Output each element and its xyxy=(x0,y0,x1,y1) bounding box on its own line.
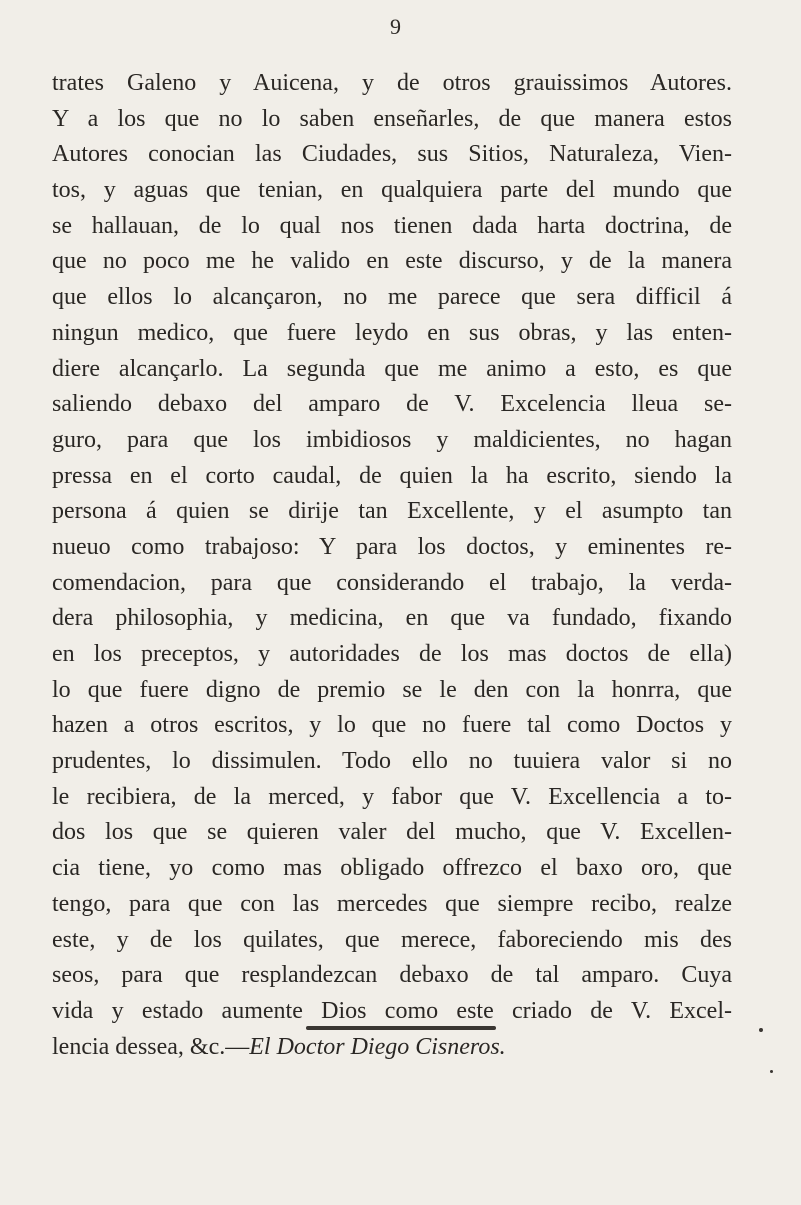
text-line: saliendo debaxo del amparo de V. Excelencia lleua se- xyxy=(52,391,732,418)
text-line: dos los que se quieren valer del mucho, que V. Excellen- xyxy=(52,819,732,846)
text-line: le recibiera, de la merced, y fabor que V. Excellencia a to- xyxy=(52,783,732,810)
text-line: nueuo como trabajoso: Y para los doctos, y eminentes re- xyxy=(52,533,732,560)
text-line: guro, para que los imbidiosos y maldicientes, no hagan xyxy=(52,426,732,453)
end-ornament-rule xyxy=(306,1026,496,1030)
text-line: tos, y aguas que tenian, en qualquiera parte del mundo que xyxy=(52,177,732,204)
text-line: en los preceptos, y autoridades de los mas doctos de ella) xyxy=(52,641,732,667)
text-line: lo que fuere digno de premio se le den con la honrra, que xyxy=(52,676,732,703)
text-line: persona á quien se dirije tan Excellente, y el asumpto tan xyxy=(52,498,732,525)
text-line: tengo, para que con las mercedes que siempre recibo, realze xyxy=(52,890,732,917)
text-line: se hallauan, de lo qual nos tienen dada harta doctrina, de xyxy=(52,212,732,239)
text-line: cia tiene, yo como mas obligado offrezco el baxo oro, que xyxy=(52,855,732,882)
final-line xyxy=(52,1030,732,1066)
text-line: Autores conocian las Ciudades, sus Sitios, Naturaleza, Vien- xyxy=(52,141,732,168)
text-line: hazen a otros escritos, y lo que no fuere tal como Doctos y xyxy=(52,712,732,739)
text-line: este, y de los quilates, que merece, faboreciendo mis des xyxy=(52,926,732,953)
text-line: comendacion, para que considerando el trabajo, la verda- xyxy=(52,569,732,596)
text-line: seos, para que resplandezcan debaxo de tal amparo. Cuya xyxy=(52,962,732,989)
text-line: Y a los que no lo saben enseñarles, de que manera estos xyxy=(52,105,732,132)
text-line: dera philosophia, y medicina, en que va fundado, fixando xyxy=(52,605,732,632)
text-line: diere alcançarlo. La segunda que me animo a esto, es que xyxy=(52,355,732,382)
text-line: trates Galeno y Auicena, y de otros grauissimos Autores. xyxy=(52,70,732,96)
text-line: ningun medico, que fuere leydo en sus obras, y las enten- xyxy=(52,319,732,346)
ink-speck xyxy=(759,1028,763,1032)
text-line: vida y estado aumente Dios como este criado de V. Excel- xyxy=(52,997,732,1024)
text-line: pressa en el corto caudal, de quien la ha escrito, siendo la xyxy=(52,462,732,489)
body-text xyxy=(52,66,732,1065)
text-line: que ellos lo alcançaron, no me parece que sera difficil á xyxy=(52,284,732,311)
page-number: 9 xyxy=(390,14,401,39)
ink-speck xyxy=(770,1070,773,1073)
text-line: que no poco me he valido en este discurso, y de la manera xyxy=(52,248,732,275)
text-line: prudentes, lo dissimulen. Todo ello no tuuiera valor si no xyxy=(52,748,732,775)
signature: El Doctor Diego Cisneros. xyxy=(249,1033,506,1060)
final-line-text: lencia dessea, &c.— xyxy=(52,1033,250,1060)
